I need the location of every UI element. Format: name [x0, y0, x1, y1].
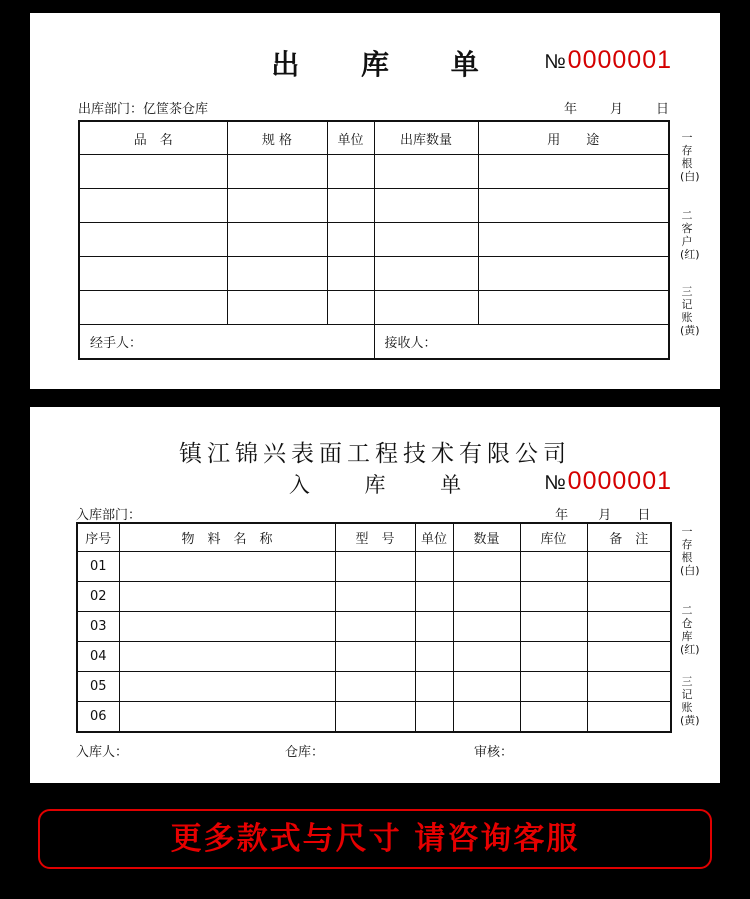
contact-service-banner[interactable]: 更多款式与尺寸 请咨询客服 [38, 809, 712, 869]
outbound-dept-label: 出库部门：亿筐茶仓库 [78, 102, 209, 117]
date-day: 日 [637, 508, 651, 523]
table-header [77, 523, 671, 552]
copy-label-warehouse: 二仓库(红) [680, 604, 700, 656]
col-header: 出库数量 [374, 121, 478, 155]
table-row[interactable] [77, 552, 671, 582]
table-row[interactable] [79, 291, 669, 325]
table-row[interactable] [77, 642, 671, 672]
inbound-serial [544, 467, 672, 496]
col-header: 序号 [77, 523, 119, 552]
stocker-label: 入库人： [76, 745, 129, 760]
serial-number: 0000001 [567, 467, 672, 495]
date-year: 年 [555, 508, 569, 523]
handler-label: 经手人： [79, 325, 374, 360]
auditor-label: 审核： [474, 745, 514, 760]
col-header: 数量 [453, 523, 520, 552]
copy-label-customer: 二客户(红) [680, 209, 700, 261]
row-number: 05 [77, 672, 119, 702]
number-symbol: № [544, 472, 566, 494]
copy-label-accounting: 三记账(黄) [680, 285, 700, 337]
date-month: 月 [610, 102, 624, 117]
outbound-serial [544, 46, 672, 75]
inbound-table [76, 522, 672, 733]
date-day: 日 [656, 102, 670, 117]
serial-number: 0000001 [567, 46, 672, 74]
number-symbol: № [544, 51, 566, 73]
outbound-form [30, 13, 720, 389]
col-header: 备 注 [587, 523, 671, 552]
table-row[interactable] [77, 702, 671, 733]
col-header: 库位 [520, 523, 587, 552]
copy-label-accounting: 三记账(黄) [680, 675, 700, 727]
row-number: 02 [77, 582, 119, 612]
warehouse-label: 仓库： [285, 745, 325, 760]
copy-label-stub: 一存根(白) [680, 525, 700, 577]
receiver-label: 接收人： [374, 325, 669, 360]
table-row[interactable] [77, 612, 671, 642]
col-header: 物 料 名 称 [119, 523, 335, 552]
row-number: 03 [77, 612, 119, 642]
table-footer [79, 325, 669, 360]
table-row[interactable] [77, 672, 671, 702]
col-header: 型 号 [335, 523, 415, 552]
row-number: 01 [77, 552, 119, 582]
inbound-dept-label: 入库部门： [76, 508, 142, 523]
col-header: 品 名 [79, 121, 227, 155]
table-row[interactable] [79, 223, 669, 257]
col-header: 用 途 [478, 121, 669, 155]
inbound-form [30, 407, 720, 783]
col-header: 单位 [327, 121, 374, 155]
date-month: 月 [598, 508, 612, 523]
row-number: 06 [77, 702, 119, 733]
copy-label-stub: 一存根(白) [680, 131, 700, 183]
table-row[interactable] [79, 155, 669, 189]
table-header [79, 121, 669, 155]
col-header: 单位 [415, 523, 453, 552]
inbound-date-row [497, 504, 650, 523]
company-name: 镇江锦兴表面工程技术有限公司 [179, 441, 571, 467]
table-row[interactable] [79, 257, 669, 291]
row-number: 04 [77, 642, 119, 672]
outbound-table [78, 120, 670, 360]
outbound-title: 出 库 单 [271, 48, 505, 81]
inbound-dept-row [76, 504, 275, 523]
inbound-title: 入 库 单 [288, 473, 486, 497]
table-row[interactable] [79, 189, 669, 223]
col-header: 规 格 [227, 121, 327, 155]
table-row[interactable] [77, 582, 671, 612]
date-year: 年 [564, 102, 578, 117]
